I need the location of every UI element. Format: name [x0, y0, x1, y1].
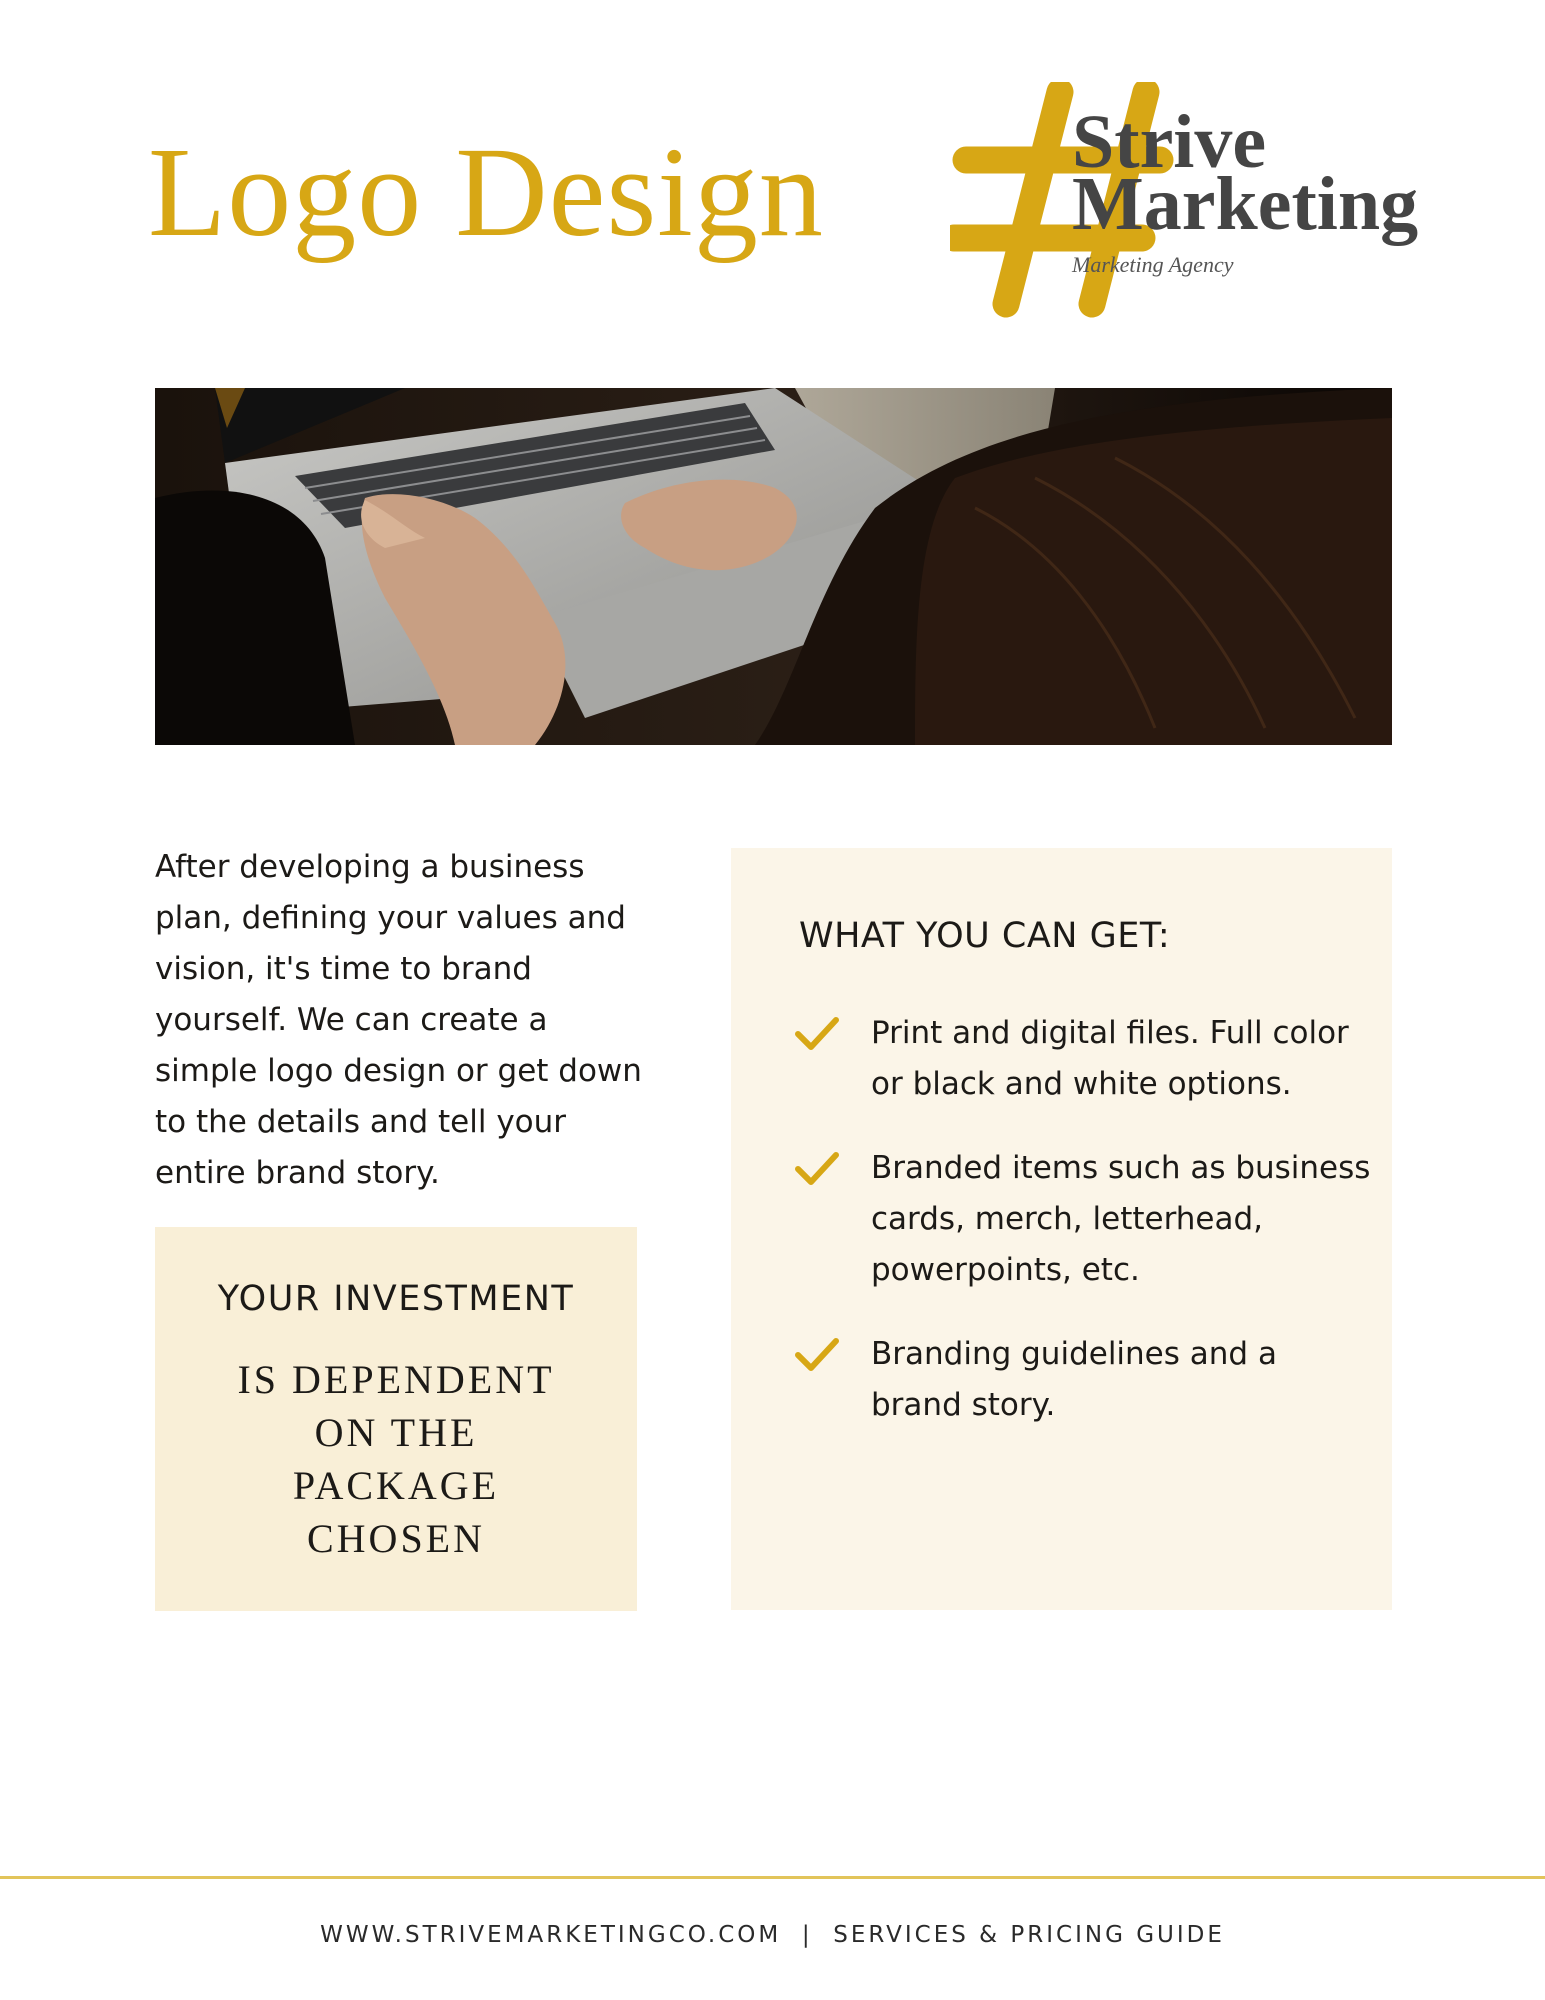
- checkmark-icon: [795, 1151, 839, 1187]
- list-item: [795, 1143, 1375, 1296]
- checkmark-icon: [795, 1016, 839, 1052]
- brand-logo: [950, 82, 1470, 322]
- investment-line4: CHOSEN: [306, 1516, 486, 1561]
- hero-image: [155, 388, 1392, 745]
- investment-box: [155, 1227, 637, 1611]
- checkmark-icon: [795, 1337, 839, 1373]
- investment-heading: YOUR INVESTMENT: [217, 1279, 575, 1319]
- investment-line2: ON THE: [314, 1410, 478, 1455]
- benefits-list: [795, 1008, 1375, 1464]
- investment-line1: IS DEPENDENT: [237, 1357, 555, 1402]
- brand-tagline: Marketing Agency: [1072, 252, 1234, 277]
- benefits-box: [731, 848, 1392, 1610]
- intro-paragraph: After developing a business plan, defining your values and vision, it's time to brand yourself. We can create a simple logo design or get down to the details and tell your entire brand story.: [155, 849, 642, 1191]
- footer-website[interactable]: WWW.STRIVEMARKETINGCO.COM: [320, 1922, 782, 1948]
- footer-divider: [0, 1876, 1545, 1879]
- benefit-text: Print and digital files. Full color or black and white options.: [871, 1015, 1349, 1102]
- benefit-text: Branded items such as business cards, merch, letterhead, powerpoints, etc.: [871, 1150, 1371, 1288]
- list-item: [795, 1329, 1375, 1431]
- laptop-typing-photo: [155, 388, 1392, 745]
- footer-label: SERVICES & PRICING GUIDE: [833, 1922, 1225, 1948]
- benefits-heading: WHAT YOU CAN GET:: [799, 916, 1171, 956]
- brand-name-line2: Marketing: [1072, 162, 1419, 246]
- investment-body: [216, 1353, 576, 1565]
- page-title: Logo Design: [148, 121, 824, 263]
- investment-line3: PACKAGE: [292, 1463, 500, 1508]
- brand-name-line1: Strive: [1072, 100, 1267, 184]
- list-item: [795, 1008, 1375, 1110]
- benefit-text: Branding guidelines and a brand story.: [871, 1336, 1277, 1423]
- footer: [0, 1922, 1545, 1948]
- footer-separator: |: [801, 1922, 813, 1948]
